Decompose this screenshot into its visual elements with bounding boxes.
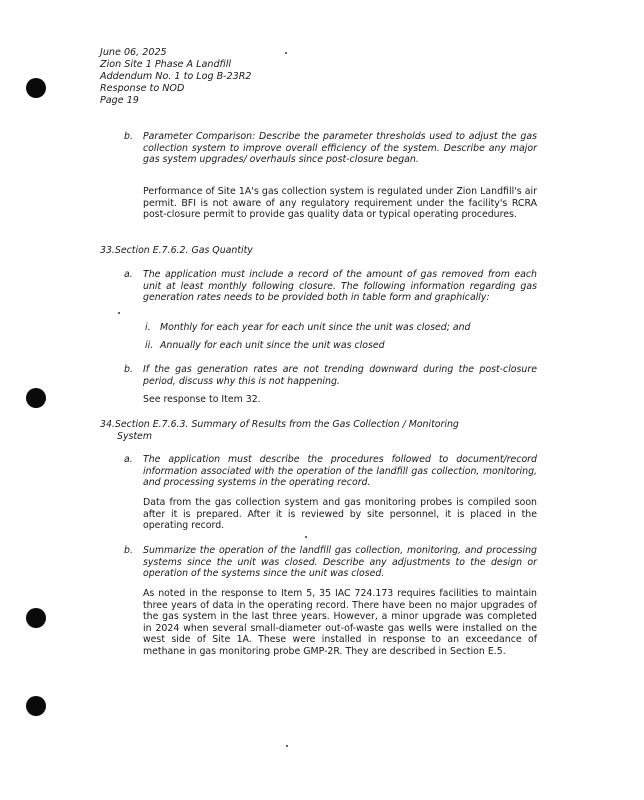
binder-hole-top: [26, 78, 46, 98]
section-33-a-question: The application must include a record of the amount of gas removed from each unit at least monthly following closure. The following information regarding gas generation rates needs to be provided both in table form and graphically:: [143, 269, 537, 304]
item-b-answer: Performance of Site 1A's gas collection system is regulated under Zion Landfill's air permit. BFI is not aware of any regulatory requirement under the facility's RCRA post-closure permit to provide gas quality data or typical operating procedures.: [143, 186, 537, 221]
section-33-heading: 33.Section E.7.6.2. Gas Quantity: [100, 245, 253, 256]
header-response: Response to NOD: [100, 83, 185, 94]
section-33-sub-i: Monthly for each year for each unit since the unit was closed; and: [160, 322, 471, 333]
header-site: Zion Site 1 Phase A Landfill: [100, 59, 232, 70]
section-34-b-label: b.: [124, 545, 133, 556]
header-date: June 06, 2025: [100, 47, 167, 58]
section-33-b-question: If the gas generation rates are not trending downward during the post-closure period, discuss why this is not happening.: [143, 364, 537, 387]
section-34-heading-line1: 34.Section E.7.6.3. Summary of Results from the Gas Collection / Monitoring: [100, 419, 459, 430]
section-33-sub-ii: Annually for each unit since the unit was closed: [160, 340, 385, 351]
binder-hole-lower: [26, 608, 46, 628]
binder-hole-bottom: [26, 696, 46, 716]
section-34-a-label: a.: [124, 454, 133, 465]
section-33-a-label: a.: [124, 269, 133, 280]
page-header: [100, 47, 251, 107]
section-34-b-answer: As noted in the response to Item 5, 35 IAC 724.173 requires facilities to maintain three years of data in the operating record. There have been no major upgrades of the gas system in the last three years. However, a minor upgrade was completed in 2024 when several small-diameter out-of-waste gas wells were installed on the west side of Site 1A. These were installed in response to an exceedance of methane in gas monitoring probe GMP-2R. They are described in Section E.5.: [143, 588, 537, 657]
item-b-label: b.: [124, 131, 133, 142]
item-b-question: Parameter Comparison: Describe the parameter thresholds used to adjust the gas collection system to improve overall efficiency of the system. Describe any major gas system upgrades/ overhauls since post-closure began.: [143, 131, 537, 166]
section-33-sub-ii-label: ii.: [145, 340, 154, 351]
scan-speck: [286, 745, 288, 747]
section-33-b-answer: See response to Item 32.: [143, 394, 261, 405]
section-33-b-label: b.: [124, 364, 133, 375]
section-34-heading-line2: System: [117, 431, 152, 442]
scan-speck: [118, 312, 120, 314]
binder-hole-middle: [26, 388, 46, 408]
section-33-sub-i-label: i.: [145, 322, 151, 333]
header-addendum: Addendum No. 1 to Log B-23R2: [100, 71, 252, 82]
scan-speck: [305, 536, 307, 538]
header-page-number: Page 19: [100, 95, 139, 106]
scan-speck: [285, 52, 287, 54]
section-34-a-question: The application must describe the procedures followed to document/record information associated with the operation of the landfill gas collection, monitoring, and processing systems in the operating record.: [143, 454, 537, 489]
section-34-b-question: Summarize the operation of the landfill gas collection, monitoring, and processing systems since the unit was closed. Describe any adjustments to the design or operation of the systems since the unit was closed.: [143, 545, 537, 580]
section-34-a-answer: Data from the gas collection system and gas monitoring probes is compiled soon after it is prepared. After it is reviewed by site personnel, it is placed in the operating record.: [143, 497, 537, 532]
